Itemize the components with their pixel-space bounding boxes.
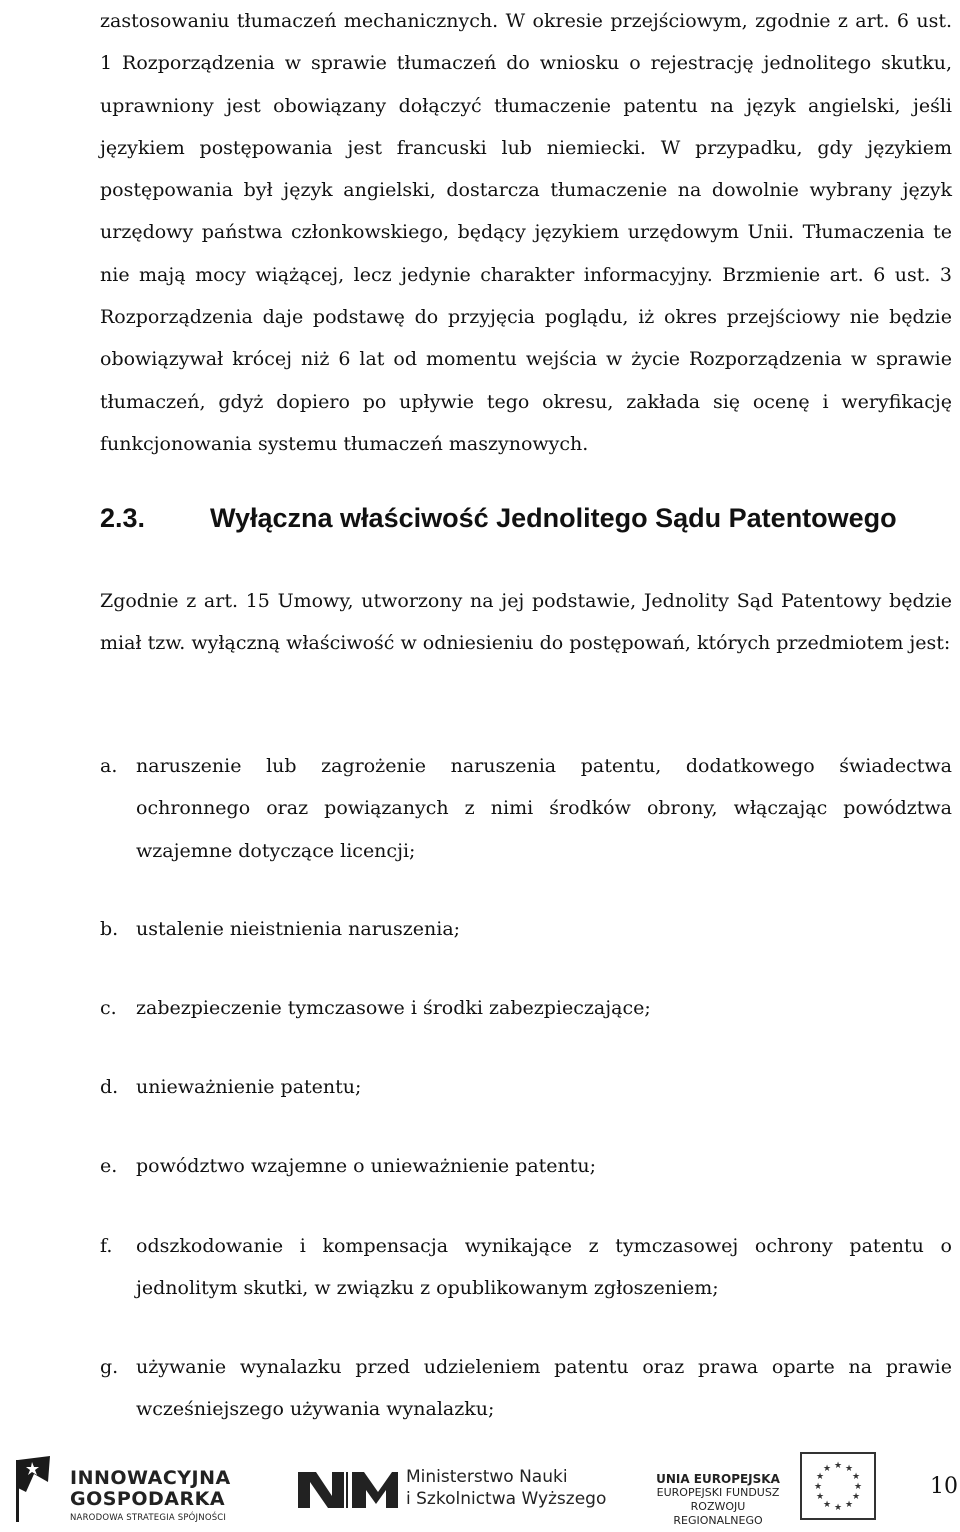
list-item-text: unieważnienie patentu; xyxy=(136,1076,362,1098)
ministry-logo-text xyxy=(406,1466,606,1510)
ministry-line1: Ministerstwo Nauki xyxy=(406,1467,568,1487)
list-item-text: odszkodowanie i kompensacja wynikające z tymczasowej ochrony patentu o jednolitym skutki, w związku z opublikowanym zgłoszeniem; xyxy=(136,1235,952,1300)
svg-text:★: ★ xyxy=(815,1492,825,1502)
svg-text:★: ★ xyxy=(853,1482,863,1492)
eu-fund-logo-text xyxy=(648,1472,788,1528)
list-item-letter: b. xyxy=(100,918,119,940)
list-item-text: naruszenie lub zagrożenie naruszenia patentu, dodatkowego świadectwa ochronnego oraz powiązanych z nimi środków obrony, włączając powództwa wzajemne dotyczące licencji; xyxy=(136,755,952,862)
eu-flag-icon xyxy=(800,1452,876,1520)
list-item xyxy=(100,745,952,872)
list-item-letter: d. xyxy=(100,1076,119,1098)
list-item xyxy=(100,1346,952,1431)
svg-text:★: ★ xyxy=(815,1472,825,1482)
ministry-emblem-icon xyxy=(298,1468,398,1508)
page-number: 10 xyxy=(930,1474,958,1499)
list-item-text: zabezpieczenie tymczasowe i środki zabezpieczające; xyxy=(136,997,651,1019)
list-item xyxy=(100,1225,952,1310)
svg-text:★: ★ xyxy=(822,1500,832,1510)
list-item-letter: g. xyxy=(100,1356,119,1378)
body-paragraph-translation: zastosowaniu tłumaczeń mechanicznych. W okresie przejściowym, zgodnie z art. 6 ust. 1 Rozporządzenia w sprawie tłumaczeń do wniosku o rejestrację jednolitego skutku, uprawniony jest obowiązany dołączyć tłumaczenie patentu na język angielski, jeśli językiem postępowania jest francuski lub niemiecki. W przypadku, gdy językiem postępowania był język angielski, dostarcza tłumaczenie na dowolnie wybrany język urzędowy państwa członkowskiego, będący językiem urzędowym Unii. Tłumaczenia te nie mają mocy wiążącej, lecz jedynie charakter informacyjny. Brzmienie art. 6 ust. 3 Rozporządzenia daje podstawę do przyjęcia poglądu, iż okres przejściowy nie będzie obowiązywał krócej niż 6 lat od momentu wejścia w życie Rozporządzenia w sprawie tłumaczeń, gdyż dopiero po upływie tego okresu, zakłada się ocenę i weryfikację funkcjonowania systemu tłumaczeń maszynowych. xyxy=(100,10,952,455)
innovative-economy-logo xyxy=(70,1468,231,1524)
svg-text:★: ★ xyxy=(844,1464,854,1474)
body-paragraph-jurisdiction: Zgodnie z art. 15 Umowy, utworzony na jej podstawie, Jednolity Sąd Patentowy będzie miał tzw. wyłączną właściwość w odniesieniu do postępowań, których przedmiotem jest: xyxy=(100,590,952,655)
svg-text:★: ★ xyxy=(833,1503,843,1513)
list-item-text: używanie wynalazku przed udzieleniem patentu oraz prawa oparte na prawie wcześniejszego używania wynalazku; xyxy=(136,1356,952,1421)
list-item-letter: f. xyxy=(100,1235,113,1257)
svg-text:★: ★ xyxy=(813,1482,823,1492)
ig-logo-line1: INNOWACYJNA xyxy=(70,1467,231,1489)
list-item xyxy=(100,1066,952,1108)
svg-text:★: ★ xyxy=(851,1472,861,1482)
svg-text:★: ★ xyxy=(844,1500,854,1510)
list-item-letter: e. xyxy=(100,1155,118,1177)
list-item-letter: c. xyxy=(100,997,117,1019)
ig-logo-line2: GOSPODARKA xyxy=(70,1488,226,1510)
list-item-text: ustalenie nieistnienia naruszenia; xyxy=(136,918,461,940)
svg-text:★: ★ xyxy=(851,1492,861,1502)
innovative-economy-flag-icon xyxy=(14,1452,54,1522)
eu-line1: UNIA EUROPEJSKA xyxy=(656,1472,780,1486)
ig-logo-line3: NARODOWA STRATEGIA SPÓJNOŚCI xyxy=(70,1513,227,1523)
section-heading xyxy=(100,496,952,540)
ministry-line2: i Szkolnictwa Wyższego xyxy=(406,1489,607,1509)
list-item xyxy=(100,908,952,950)
eu-line3: ROZWOJU REGIONALNEGO xyxy=(673,1500,763,1527)
svg-text:★: ★ xyxy=(833,1461,843,1471)
list-item xyxy=(100,987,952,1029)
list-item xyxy=(100,1145,952,1187)
list-item-text: powództwo wzajemne o unieważnienie patentu; xyxy=(136,1155,597,1177)
section-number: 2.3. xyxy=(100,503,146,533)
eu-line2: EUROPEJSKI FUNDUSZ xyxy=(656,1486,780,1499)
section-title: Wyłączna właściwość Jednolitego Sądu Patentowego xyxy=(210,503,897,533)
page-footer xyxy=(0,1440,960,1532)
list-item-letter: a. xyxy=(100,755,118,777)
svg-text:★: ★ xyxy=(822,1464,832,1474)
